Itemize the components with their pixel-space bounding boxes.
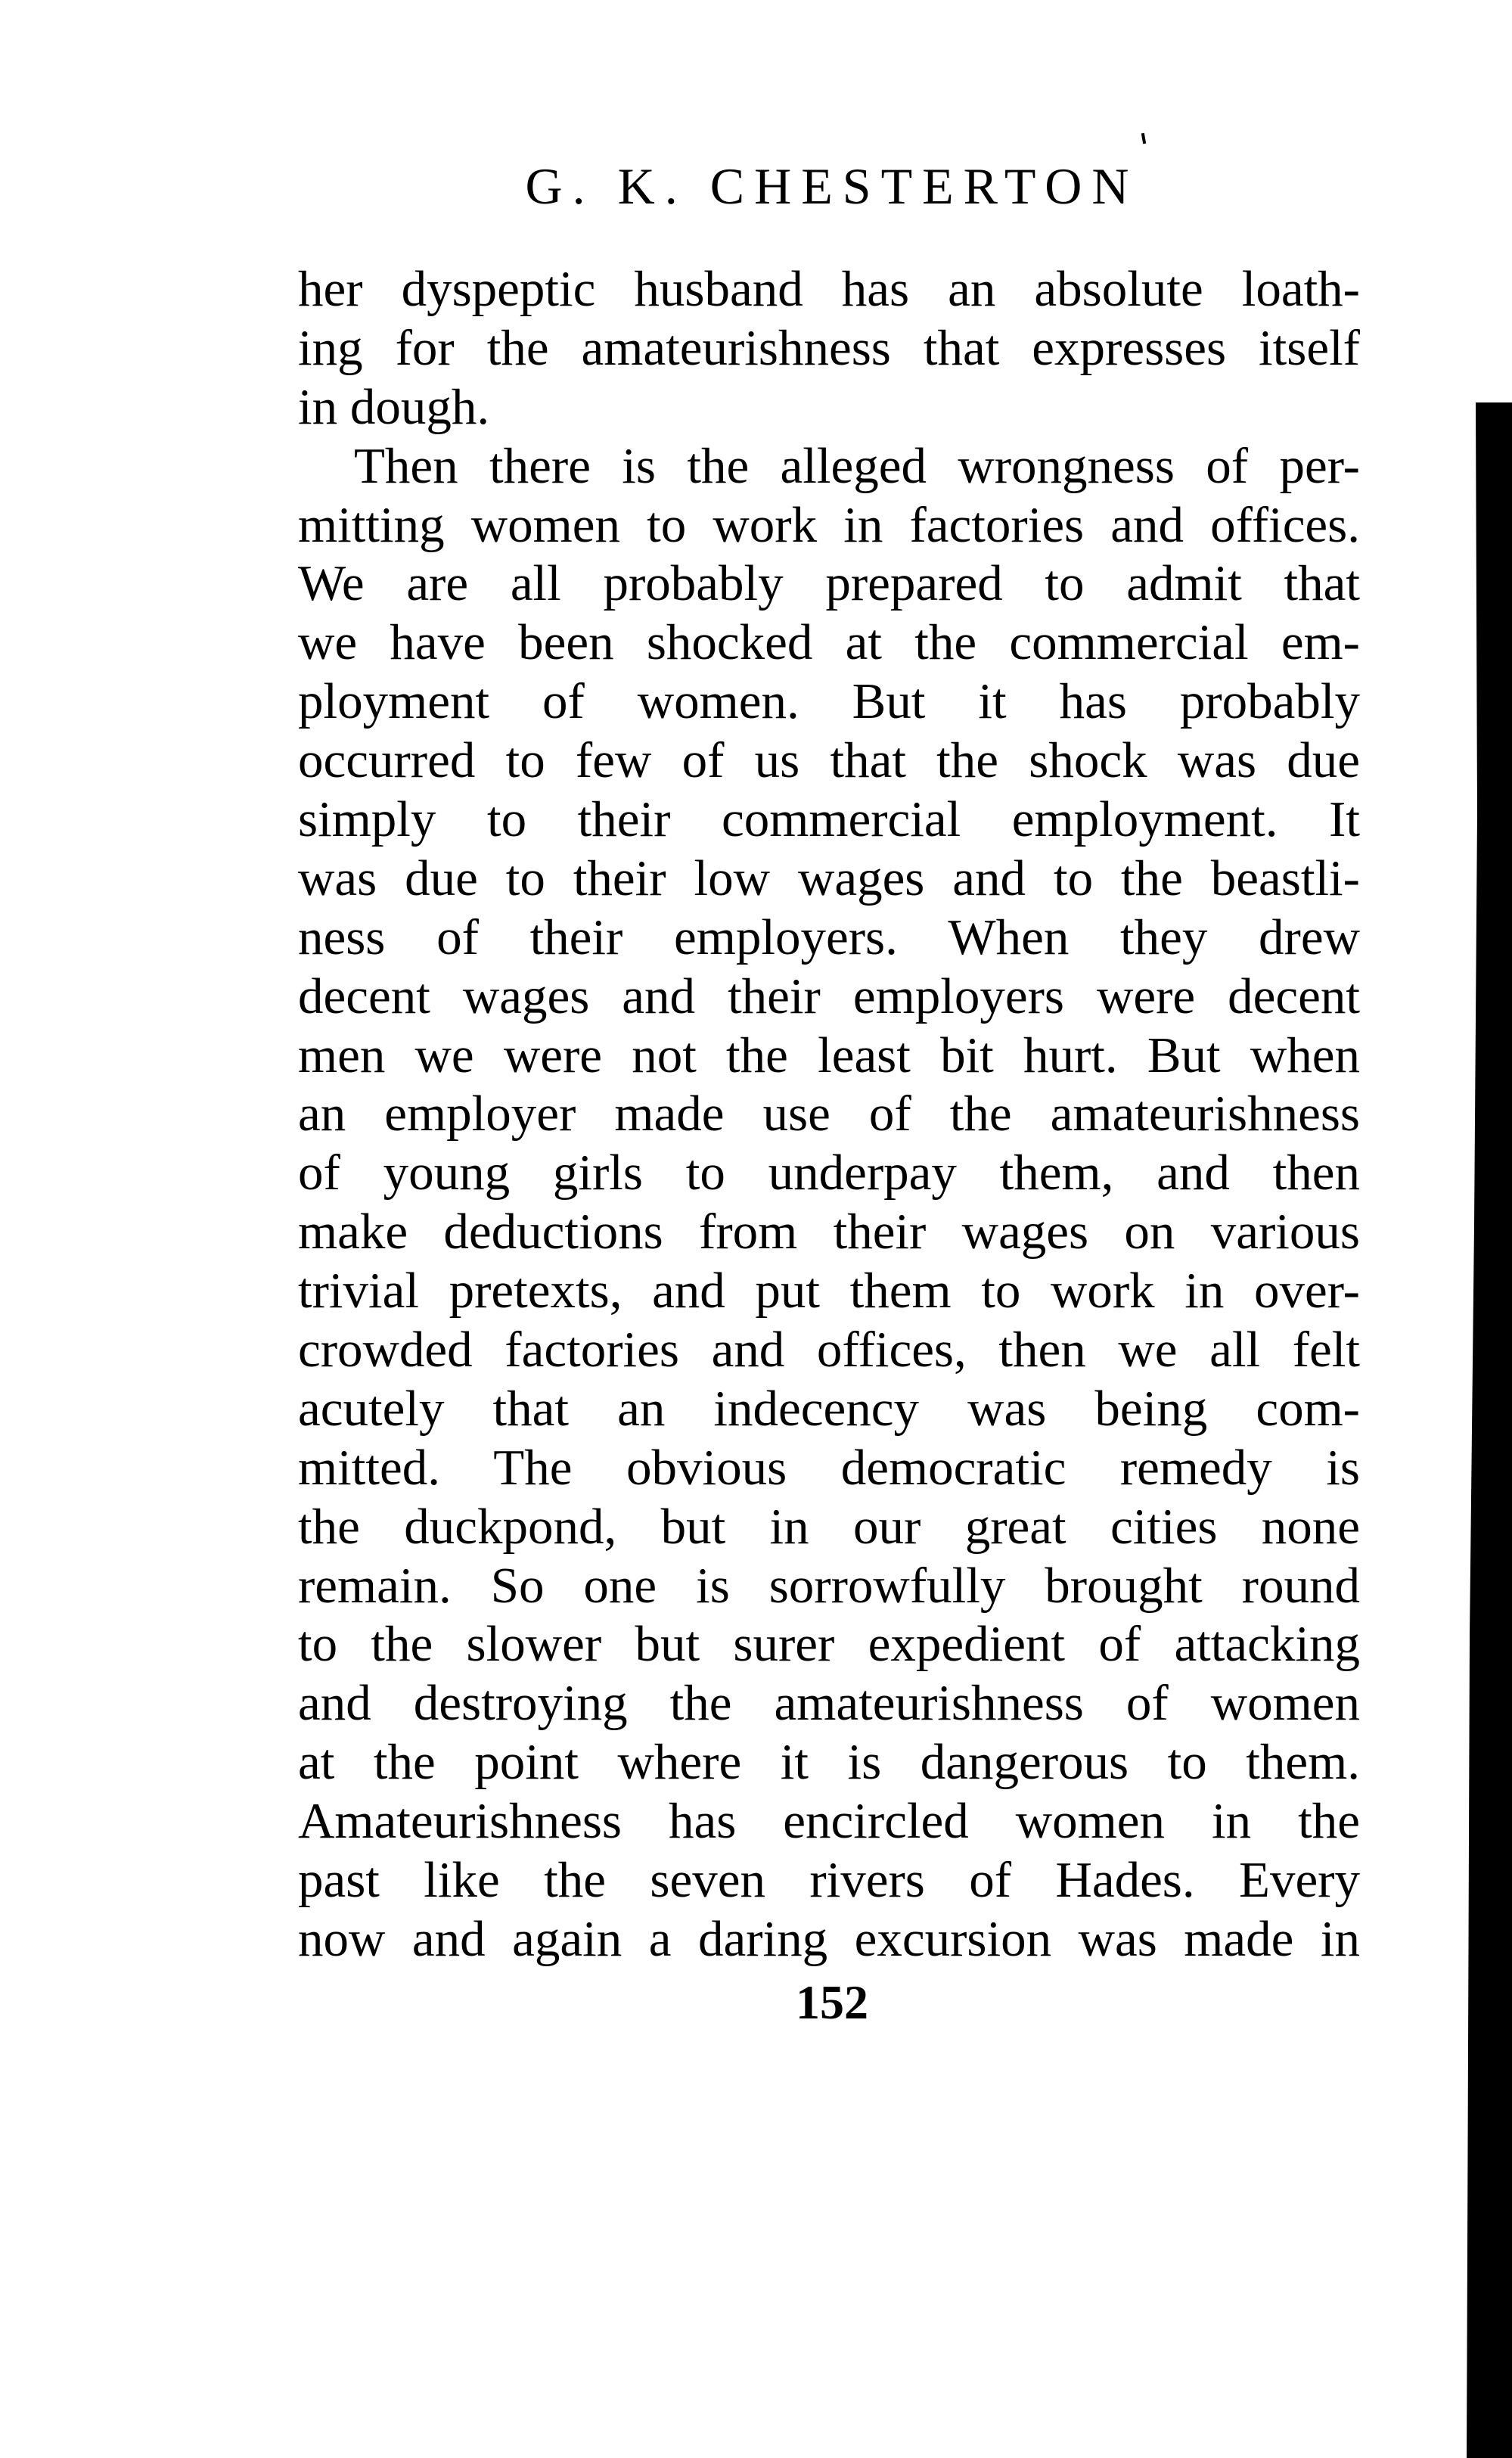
text-line: an employer made use of the amateurishness xyxy=(298,1086,1360,1142)
page-number: 152 xyxy=(796,1975,868,2029)
running-header: G. K. CHESTERTON xyxy=(525,157,1139,215)
page-body-text xyxy=(298,260,1360,1969)
text-line: in dough. xyxy=(298,378,490,435)
text-line: ployment of women. But it has probably xyxy=(298,673,1360,730)
text-line: we have been shocked at the commercial em- xyxy=(298,614,1360,671)
text-line: mitting women to work in factories and offices. xyxy=(298,496,1360,553)
text-line: Then there is the alleged wrongness of per- xyxy=(354,437,1360,494)
scan-page-edge-shadow xyxy=(1467,402,1512,2458)
scan-speck xyxy=(1141,133,1146,144)
text-line: trivial pretexts, and put them to work in over- xyxy=(298,1263,1360,1319)
text-line: mitted. The obvious democratic remedy is xyxy=(298,1439,1360,1496)
text-line: to the slower but surer expedient of attacking xyxy=(298,1616,1360,1673)
text-line: make deductions from their wages on various xyxy=(298,1204,1360,1260)
text-line: the duckpond, but in our great cities none xyxy=(298,1498,1360,1555)
text-line: simply to their commercial employment. It xyxy=(298,791,1360,848)
text-line: at the point where it is dangerous to them. xyxy=(298,1734,1360,1791)
text-line: ing for the amateurishness that expresses itself xyxy=(298,319,1360,376)
text-line: now and again a daring excursion was made in xyxy=(298,1910,1360,1967)
text-line: decent wages and their employers were decent xyxy=(298,968,1360,1024)
text-line: acutely that an indecency was being com- xyxy=(298,1380,1360,1437)
text-line: her dyspeptic husband has an absolute loath- xyxy=(298,261,1360,317)
text-line: crowded factories and offices, then we all felt xyxy=(298,1322,1360,1378)
text-line: We are all probably prepared to admit that xyxy=(298,555,1360,612)
text-line: occurred to few of us that the shock was due xyxy=(298,732,1360,789)
text-line: past like the seven rivers of Hades. Every xyxy=(298,1852,1360,1909)
text-line: ness of their employers. When they drew xyxy=(298,909,1360,965)
text-line: was due to their low wages and to the beastli- xyxy=(298,850,1360,906)
text-line: men we were not the least bit hurt. But when xyxy=(298,1027,1360,1083)
text-line: and destroying the amateurishness of women xyxy=(298,1675,1360,1732)
text-line: Amateurishness has encircled women in the xyxy=(298,1793,1360,1850)
text-line: remain. So one is sorrowfully brought round xyxy=(298,1557,1360,1614)
text-line: of young girls to underpay them, and then xyxy=(298,1145,1360,1201)
